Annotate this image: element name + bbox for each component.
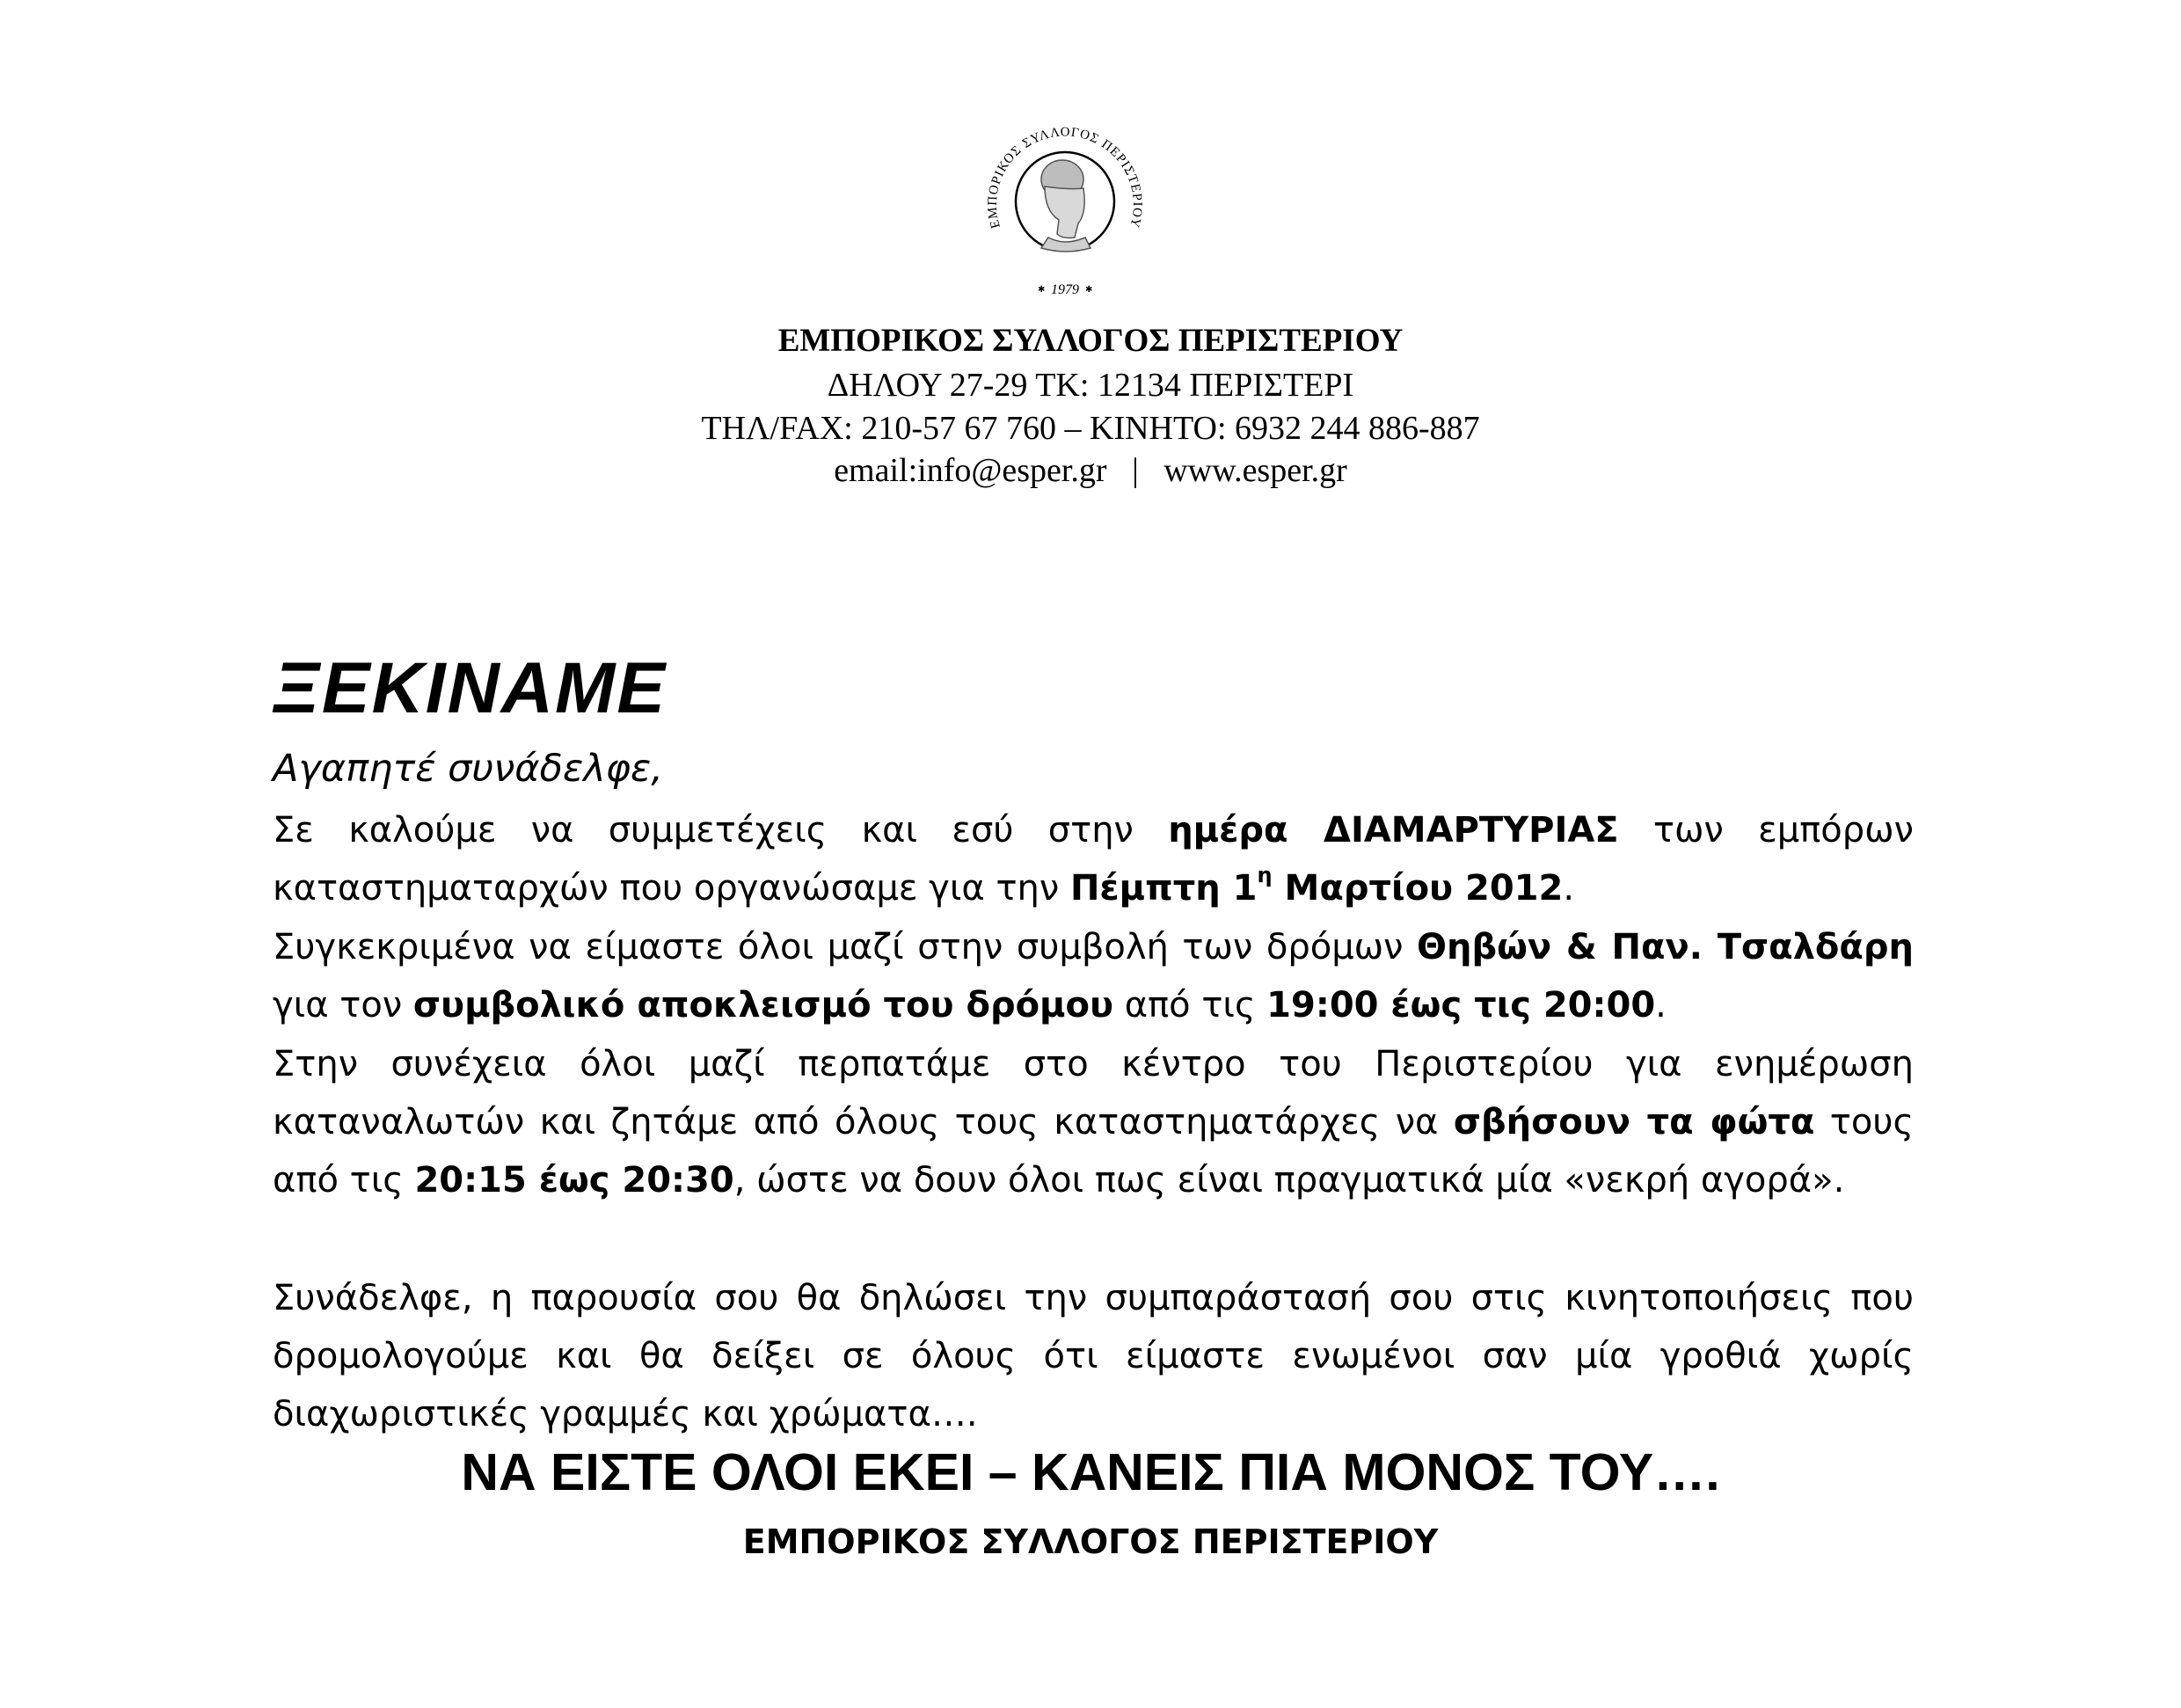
association-contact-line [0,451,2181,490]
association-seal-logo [964,91,1166,311]
paragraph-location: Συγκεκριμένα να είμαστε όλοι μαζί στην συμβολή των δρόμων Θηβών & Παν. Τσαλδάρη για τον συμβολικό αποκλεισμό του δρόμου από τις 19:00 έως τις 20:00. [273,927,1914,1026]
document-title: ΞΕΚΙΝΑΜΕ [273,648,667,728]
contact-separator: | [1132,452,1139,489]
signature: ΕΜΠΟΡΙΚΟΣ ΣΥΛΛΟΓΟΣ ΠΕΡΙΣΤΕΡΙΟΥ [742,1522,1439,1561]
paragraph-invitation: Σε καλούμε να συμμετέχεις και εσύ στην ημέρα ΔΙΑΜΑΡΤΥΡΙΑΣ των εμπόρων καταστηματαρχών που οργανώσαμε για την Πέμπτη $1^\eta$ Μαρτίου 2012. [273,810,1914,909]
bust-head-icon [1041,160,1090,252]
paragraph-solidarity: Συνάδελφε, η παρουσία σου θα δηλώσει την συμπαράστασή σου στις κινητοποιήσεις που δρομολογούμε και θα δείξει σε όλους ότι είμαστε ενωμένοι σαν μία γροθιά χωρίς διαχωριστικές γραμμές και χρώματα…. [273,1278,1914,1434]
closing-slogan: ΝΑ ΕΙΣΤΕ ΟΛΟΙ ΕΚΕΙ – ΚΑΝΕΙΣ ΠΙΑ ΜΟΝΟΣ ΤΟΥ…. [461,1443,1720,1501]
seal-ring-text: ΕΜΠΟΡΙΚΟΣ ΣΥΛΛΟΓΟΣ ΠΕΡΙΣΤΕΡΙΟΥ [985,125,1145,230]
seal-star-right-icon: ✱ [1085,285,1093,295]
seal-year: 1979 [1051,282,1079,297]
seal-graphic [964,91,1166,311]
association-name: ΕΜΠΟΡΙΚΟΣ ΣΥΛΛΟΓΟΣ ΠΕΡΙΣΤΕΡΙΟΥ [777,323,1404,359]
website-link[interactable]: www.esper.gr [1163,452,1347,489]
seal-star-left-icon: ✱ [1038,285,1046,295]
email-link[interactable]: email:info@esper.gr [834,452,1107,489]
association-phones: ΤΗΛ/FAX: 210-57 67 760 – ΚΙΝΗΤΟ: 6932 244 886-887 [701,410,1480,447]
association-address: ΔΗΛΟΥ 27-29 ΤΚ: 12134 ΠΕΡΙΣΤΕΡΙ [827,367,1354,404]
paragraph-lights-off: Στην συνέχεια όλοι μαζί περπατάμε στο κέντρο του Περιστερίου για ενημέρωση καταναλωτών και ζητάμε από όλους τους καταστηματάρχες να σβήσουν τα φώτα τους από τις 20:15 έως 20:30, ώστε να δουν όλοι πως είναι πραγματικά μία «νεκρή αγορά». [273,1044,1914,1201]
greeting: Αγαπητέ συνάδελφε, [273,747,663,791]
